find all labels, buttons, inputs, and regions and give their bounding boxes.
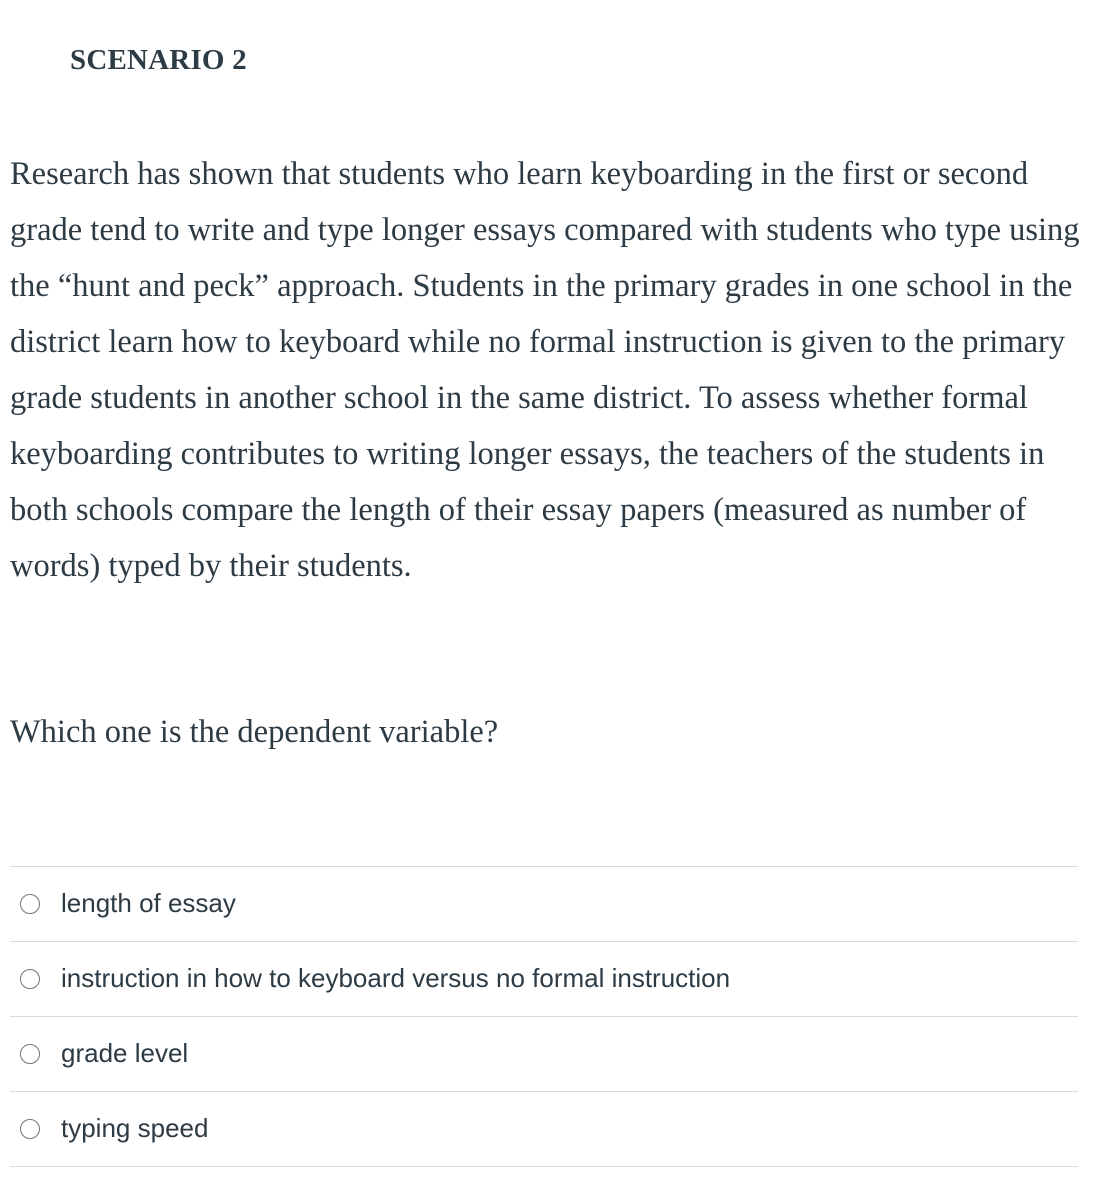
answer-label: grade level [61,1037,189,1068]
radio-button[interactable] [20,1044,40,1064]
radio-button[interactable] [20,894,40,914]
answer-list [10,866,1078,1167]
answer-label: instruction in how to keyboard versus no formal instruction [61,962,731,993]
answer-option-typing-speed[interactable] [10,1092,1078,1167]
answer-option-length-of-essay[interactable] [10,867,1078,942]
radio-button[interactable] [20,969,40,989]
answer-option-grade-level[interactable] [10,1017,1078,1092]
answer-label: typing speed [61,1112,209,1143]
answer-label: length of essay [61,887,236,918]
scenario-heading: SCENARIO 2 [70,44,247,76]
question-prompt: Which one is the dependent variable? [10,714,499,750]
scenario-passage: Research has shown that students who learn keyboarding in the first or second grade tend to write and type longer essays compared with students who type using the “hunt and peck” approach. Students in the primary grades in one school in the district learn how to keyboard while no formal instruction is given to the primary grade students in another school in the same district. To assess whether formal keyboarding contributes to writing longer essays, the teachers of the students in both schools compare the length of their essay papers (measured as number of words) typed by their students. [10,156,1080,584]
answer-option-instruction[interactable] [10,942,1078,1017]
radio-button[interactable] [20,1119,40,1139]
